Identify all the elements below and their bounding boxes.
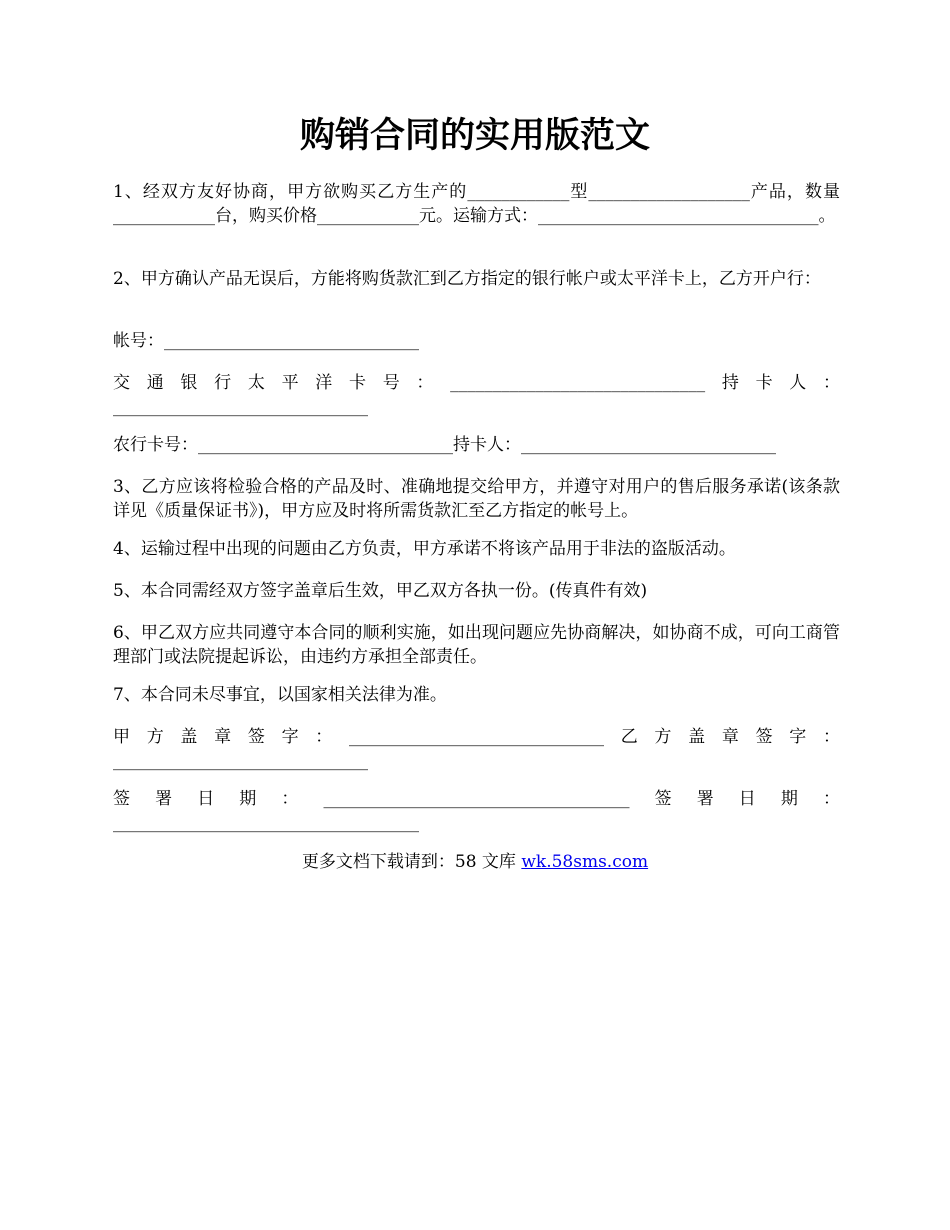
- clause-2: 2、甲方确认产品无误后，方能将购货款汇到乙方指定的银行帐户或太平洋卡上，乙方开户行：: [113, 269, 821, 289]
- bocom-card-line: 交通银行太平洋卡号：______________________________持卡人：______________________________: [113, 373, 840, 417]
- footer-link[interactable]: wk.58sms.com: [521, 852, 649, 872]
- clause-1: 1、经双方友好协商，甲方欲购买乙方生产的____________型___________________产品，数量____________台，购买价格____________元。运输方式：_________________________________。: [113, 182, 840, 226]
- clause-5: 5、本合同需经双方签字盖章后生效，甲乙双方各执一份。(传真件有效): [113, 581, 648, 601]
- clause-6: 6、甲乙双方应共同遵守本合同的顺利实施，如出现问题应先协商解决，如协商不成，可向工商管理部门或法院提起诉讼，由违约方承担全部责任。: [113, 623, 840, 667]
- account-number-line: 帐号：______________________________: [113, 331, 419, 351]
- footer-text: 更多文档下载请到：58 文库: [301, 852, 522, 872]
- signing-date-line: 签署日期：____________________________________签署日期：____________________________________: [113, 789, 840, 833]
- signature-line: 甲方盖章签字：______________________________乙方盖章签字：______________________________: [113, 727, 840, 771]
- footer: [0, 850, 950, 874]
- clause-4: 4、运输过程中出现的问题由乙方负责，甲方承诺不将该产品用于非法的盗版活动。: [113, 539, 736, 559]
- abc-card-line: 农行卡号：______________________________持卡人：______________________________: [113, 435, 776, 455]
- clause-3: 3、乙方应该将检验合格的产品及时、准确地提交给甲方，并遵守对用户的售后服务承诺(该条款详见《质量保证书》)，甲方应及时将所需货款汇至乙方指定的帐号上。: [113, 477, 840, 521]
- clause-7: 7、本合同未尽事宜，以国家相关法律为准。: [113, 685, 447, 705]
- document-title: 购销合同的实用版范文: [299, 115, 650, 156]
